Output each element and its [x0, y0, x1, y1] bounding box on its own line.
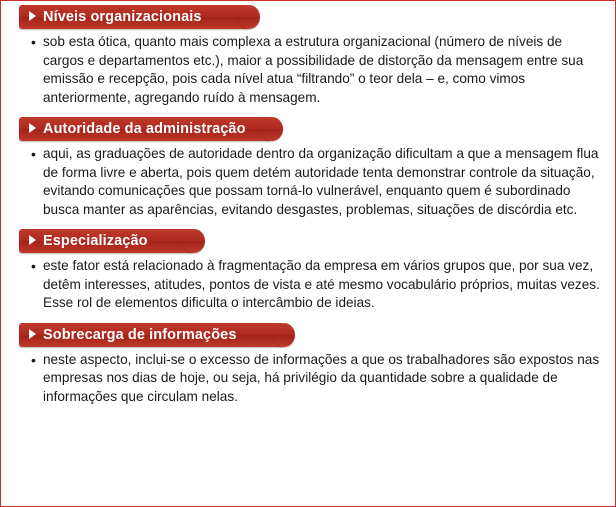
section-header — [1, 323, 615, 349]
section-body — [1, 33, 615, 113]
section-body — [1, 351, 615, 413]
section-header — [1, 5, 615, 31]
section-title: Sobrecarga de informações — [43, 326, 237, 343]
arrow-right-icon — [29, 11, 36, 21]
section-header — [1, 229, 615, 255]
section-body — [1, 257, 615, 319]
section-title: Especialização — [43, 233, 148, 249]
list-item: • neste aspecto, inclui-se o excesso de informações a que os trabalhadores são expostos nas empresas nos dias de hoje, ou seja, há privilégio da quantidade sobre a qualidade de informações que circulam nelas. — [31, 351, 605, 407]
section-sobrecarga-de-informacoes — [1, 323, 615, 413]
section-banner — [19, 323, 284, 347]
section-especializacao — [1, 229, 615, 319]
section-banner — [19, 229, 194, 253]
section-title: Níveis organizacionais — [43, 9, 202, 25]
arrow-right-icon — [29, 329, 36, 339]
arrow-right-icon — [29, 235, 36, 245]
section-header — [1, 117, 615, 143]
arrow-right-icon — [29, 123, 36, 133]
list-item: • aqui, as graduações de autoridade dentro da organização dificultam a que a mensagem flua de forma livre e aberta, pois quem detém autoridade tenta demonstrar controle da situação, evitando comunicações que possam torná-lo vulnerável, enquanto quem é subordinado busca manter as aparências, evitando desgastes, problemas, situações de discórdia etc. — [31, 145, 605, 219]
list-item: • este fator está relacionado à fragmentação da empresa em vários grupos que, por sua vez, detêm interesses, atitudes, pontos de vista e até mesmo vocabulário próprios, muitas vezes. Esse rol de elementos dificulta o intercâmbio de ideias. — [31, 257, 605, 313]
section-autoridade-da-administracao — [1, 117, 615, 225]
section-body — [1, 145, 615, 225]
section-banner — [19, 117, 272, 141]
section-title: Autoridade da administração — [43, 121, 246, 137]
section-niveis-organizacionais — [1, 5, 615, 113]
list-item: • sob esta ótica, quanto mais complexa a estrutura organizacional (número de níveis de cargos e departamentos etc.), maior a possibilidade de distorção da mensagem entre sua emissão e recepção, pois cada nível atua “filtrando” o teor dela – e, como vimos anteriormente, agregando ruído à mensagem. — [31, 33, 605, 107]
section-banner — [19, 5, 249, 29]
